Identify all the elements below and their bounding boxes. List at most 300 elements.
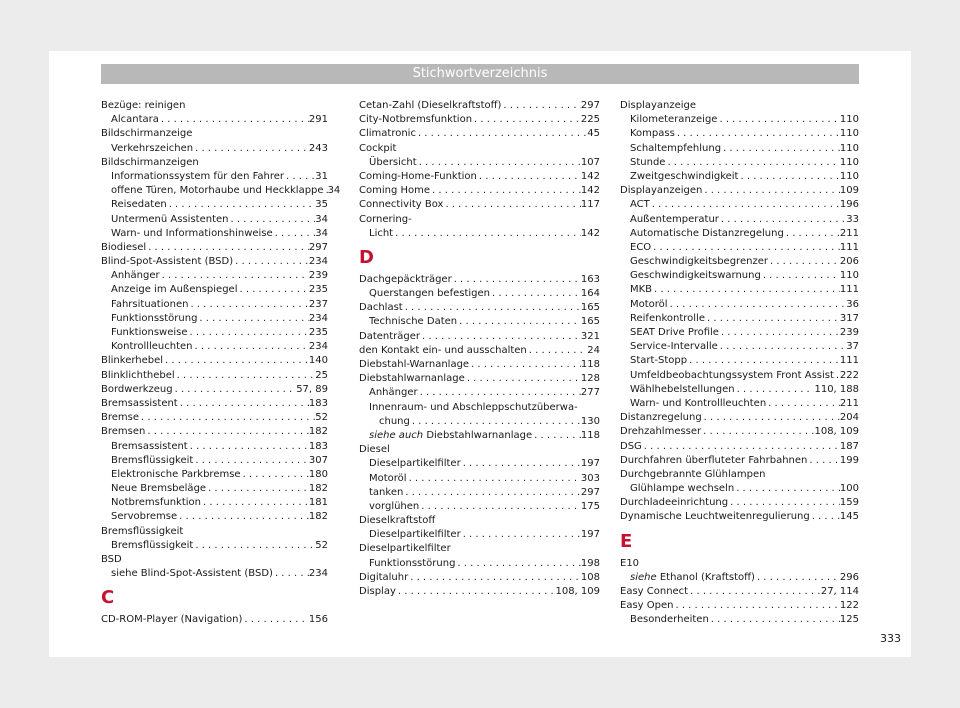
entry-term-text: Biodiesel [101,241,147,253]
entry-page: 182 [308,483,328,495]
index-entry [359,557,600,571]
entry-page: 117 [580,199,600,211]
entry-term-text: Diebstahlwarnanlage [359,373,465,385]
entry-page: 196 [839,199,859,211]
entry-term [101,383,173,397]
dot-leader [159,113,309,127]
entry-term [630,369,834,383]
entry-term [630,198,650,212]
entry-term-text: Durchgebrannte Glühlampen [620,468,766,480]
dot-leader [443,198,580,212]
entry-page: 140 [308,355,328,367]
entry-term [111,454,193,468]
entry-term-text: Durchladeeinrichtung [620,497,729,509]
entry-term-text: Easy Open [620,600,674,612]
index-entry [620,425,859,439]
index-entry [359,486,600,500]
dot-leader [233,255,309,269]
entry-term-text: E10 [620,557,640,569]
entry-term [359,543,451,554]
entry-page: 297 [580,100,600,111]
entry-term [630,241,651,255]
index-entry [359,358,600,372]
index-entry [620,298,859,312]
entry-page: 108, 109 [814,426,859,438]
index-entry [620,269,859,283]
dot-leader [206,482,309,496]
entry-term-text: Digitaluhr [359,571,409,583]
entry-term-text: Displayanzeigen [620,185,703,197]
dot-leader [193,142,309,156]
dot-leader [650,198,840,212]
dot-leader [665,156,839,170]
entry-term [359,127,416,141]
entry-term [359,99,501,113]
dot-leader [160,269,309,283]
dot-leader [201,496,309,510]
dot-leader [396,585,556,599]
entry-page: 234 [308,568,328,580]
entry-term-text: siehe Blind-Spot-Assistent (BSD) [111,568,273,580]
entry-term [111,283,237,297]
entry-page: 57, 89 [296,383,328,395]
entry-term [369,429,532,443]
entry-page: 198 [580,557,600,569]
entry-page: 36 [846,298,859,310]
entry-term-text: Querstangen befestigen [369,288,491,300]
index-entry [101,496,328,510]
entry-term-text: Dachlast [359,302,403,314]
index-entry [101,567,328,581]
entry-term-text: DSG [620,440,642,452]
index-entry [101,142,328,156]
dot-leader [766,397,840,411]
dot-leader [416,127,587,141]
index-entry [620,227,859,241]
entry-term-text: Neue Bremsbeläge [111,483,207,495]
entry-term [620,184,702,198]
entry-term-text: Dieselpartikelfilter [369,458,461,470]
index-entry [101,553,328,567]
index-entry [359,514,600,528]
entry-term-text: Bremse [101,412,140,424]
entry-term [630,213,719,227]
index-entry [359,386,600,400]
entry-term [111,510,177,524]
entry-term-text: Bremsflüssigkeit [101,525,184,537]
index-entry [359,198,600,212]
dot-leader [738,170,839,184]
entry-term [101,100,185,111]
index-entry [359,301,600,315]
entry-term-text: Displayanzeige [620,100,697,111]
entry-page: 175 [580,500,600,512]
entry-term [359,198,443,212]
entry-term [111,298,188,312]
dot-leader [673,599,839,613]
entry-term [630,571,755,585]
index-column-3 [620,99,859,628]
entry-term-text: Dachgepäckträger [359,273,452,285]
entry-term-text: Kontrollleuchten [111,341,193,353]
entry-term [620,411,702,425]
entry-term [359,330,420,344]
dot-leader [719,326,840,340]
entry-page: 204 [839,412,859,424]
entry-page: 225 [580,114,600,126]
entry-term-text: Bezüge: reinigen [101,100,186,111]
entry-page: 180 [308,468,328,480]
entry-term-text: Dieselpartikelfilter [369,529,461,541]
entry-page: 197 [580,458,600,470]
dot-leader [477,170,581,184]
entry-page: 35 [315,199,328,211]
entry-term [630,613,709,627]
dot-leader [167,198,316,212]
entry-page: 31 [315,170,328,182]
entry-term-text: Coming-Home-Funktion [359,170,477,182]
dot-leader [461,457,581,471]
index-entry [101,255,328,269]
entry-page: 234 [308,256,328,268]
entry-term [359,113,472,127]
dot-leader [651,241,840,255]
index-entry [620,184,859,198]
entry-page: 164 [580,288,600,300]
index-entry [101,198,328,212]
index-entry [101,468,328,482]
entry-term [359,273,452,287]
entry-page: 182 [308,511,328,523]
entry-term-text: Anhänger [111,270,160,282]
entry-term [620,496,728,510]
index-entry [359,99,600,113]
dot-leader [403,486,581,500]
entry-page: 235 [308,284,328,296]
dot-leader [430,184,581,198]
entry-term-text: Blinklichthebel [101,369,175,381]
index-entry [359,528,600,542]
entry-page: 33 [846,213,859,225]
entry-term [369,528,461,542]
entry-page: 183 [308,440,328,452]
index-page [49,51,911,657]
entry-term-text: Anhänger [369,387,418,399]
index-entry [620,312,859,326]
dot-leader [193,454,309,468]
entry-page: 111 [839,284,859,296]
entry-page: 206 [839,256,859,268]
entry-term-text: Warn- und Kontrollleuchten [630,397,767,409]
entry-term-text: Distanzregelung [620,412,702,424]
entry-term-text: Dieselkraftstoff [359,515,436,527]
entry-term-text: Stunde [630,156,666,168]
entry-page: 297 [580,486,600,498]
entry-term-text: Start-Stopp [630,355,688,367]
entry-page: 237 [308,298,328,310]
entry-page: 111 [839,241,859,253]
entry-term-text: Kompass [630,128,675,140]
dot-leader [705,312,840,326]
dot-leader [469,358,581,372]
entry-page: 156 [308,614,328,626]
index-entry [620,383,859,397]
entry-term [379,415,410,429]
index-entry [101,425,328,439]
entry-term [101,354,163,368]
entry-term-text: Bremsflüssigkeit [111,454,194,466]
entry-page: 321 [580,330,600,342]
entry-term-text: Warn- und Informationshinweise [111,227,273,239]
entry-term [369,472,407,486]
entry-term [359,571,408,585]
index-entry [359,585,600,599]
dot-leader [702,411,840,425]
entry-page: 25 [315,369,328,381]
entry-term [630,397,766,411]
entry-page: 52 [315,539,328,551]
index-entry [620,571,859,585]
entry-term [111,198,167,212]
entry-term [630,156,665,170]
entry-term [111,312,197,326]
entry-page: 211 [839,397,859,409]
dot-leader [734,482,840,496]
index-entry [620,283,859,297]
entry-term [101,613,242,627]
entry-term [369,287,490,301]
dot-leader [193,539,315,553]
index-entry [359,273,600,287]
entry-term [359,515,435,526]
index-entry [620,397,859,411]
entry-term-text: Informationssystem für den Fahrer [111,170,285,182]
entry-term-text: CD-ROM-Player (Navigation) [101,614,243,626]
dot-leader [527,344,587,358]
entry-page: 187 [839,440,859,452]
section-letter: C [101,587,115,609]
entry-term-text: Easy Connect [620,586,689,597]
entry-page: 107 [580,156,600,168]
index-entry [359,127,600,141]
entry-term-text: Übersicht [369,156,417,168]
entry-term-text: BSD [101,554,122,565]
index-entry [101,354,328,368]
entry-term-text: Anzeige im Außenspiegel [111,284,238,296]
page-number: 333 [880,632,901,645]
entry-term [630,298,668,312]
entry-term-text: City-Notbremsfunktion [359,114,473,126]
index-entry [101,510,328,524]
entry-term-text: Diebstahl-Warnanlage [359,359,470,370]
entry-term [369,500,419,514]
index-entry [101,440,328,454]
entry-term [630,227,784,241]
index-entry [359,113,600,127]
entry-page: 110 [839,128,859,140]
index-entry [359,184,600,198]
entry-page: 142 [580,185,600,197]
index-entry [101,283,328,297]
entry-term [359,585,396,599]
entry-term-text: Alcantara [111,114,159,126]
entry-term-text: Bremsassistent [101,397,178,409]
entry-term-text: ECO [630,241,652,253]
entry-term-text: Datenträger [359,330,421,342]
entry-term [620,425,701,439]
index-entry [101,184,341,198]
dot-leader [163,354,309,368]
dot-leader [145,425,309,439]
index-entry [620,213,859,227]
dot-leader [417,156,581,170]
entry-page: 110 [839,270,859,282]
entry-page: 34 [315,227,328,239]
dot-leader [709,613,840,627]
index-entry [620,557,859,571]
dot-leader [490,287,581,301]
entry-term [111,440,188,454]
entry-page: 142 [580,227,600,239]
entry-term [359,444,390,455]
dot-leader [472,113,581,127]
index-entry [620,411,859,425]
entry-term-text: Bremsen [101,426,146,438]
entry-term [111,170,284,184]
dot-leader [146,241,309,255]
dot-leader [501,99,580,113]
entry-term-text: Service-Intervalle [630,341,718,353]
dot-leader [652,283,840,297]
index-column-2 [359,99,600,599]
dot-leader [139,411,315,425]
index-entry [620,99,859,113]
entry-page: 52 [315,412,328,424]
entry-page: 234 [308,312,328,324]
dot-leader [393,227,581,241]
entry-term-text: Blind-Spot-Assistent (BSD) [101,256,234,268]
entry-term [630,383,735,397]
dot-leader [784,227,840,241]
index-entry [359,227,600,241]
entry-term [111,184,324,198]
entry-term [620,440,642,454]
entry-term [620,599,673,613]
dot-leader [735,383,815,397]
entry-term [111,468,241,482]
dot-leader [465,372,581,386]
entry-page: 291 [308,114,328,126]
entry-term-text: Bildschirmanzeigen [101,156,199,168]
dot-leader [420,330,581,344]
index-entry [359,213,600,227]
index-entry [620,255,859,269]
entry-page: 159 [839,497,859,509]
dot-leader [229,213,316,227]
entry-term-text: Schaltempfehlung [630,142,722,154]
entry-term-text: Ethanol (Kraftstoff) [659,571,755,583]
entry-term [111,567,273,581]
dot-leader [719,213,846,227]
entry-term [359,358,469,372]
dot-leader [721,142,840,156]
index-entry [620,326,859,340]
entry-term-text: SEAT Drive Profile [630,327,719,338]
index-entry [101,369,328,383]
entry-term [101,157,199,168]
entry-term [630,113,717,127]
entry-term [101,128,192,139]
entry-term-text: ACT [630,199,650,211]
index-entry [101,340,328,354]
index-entry [101,156,328,170]
dot-leader [702,184,840,198]
entry-term-text: Motoröl [369,472,407,484]
index-entry [101,241,328,255]
entry-page: 34 [315,213,328,225]
entry-page: 122 [839,600,859,612]
dot-leader [188,440,309,454]
entry-term-text: Kilometeranzeige [630,114,718,126]
entry-term [101,241,146,255]
entry-term [111,539,193,553]
entry-page: 199 [839,454,859,466]
entry-term-text: Connectivity Box [359,199,444,211]
dot-leader [668,298,847,312]
entry-page: 303 [580,472,600,484]
entry-page: 110 [839,142,859,154]
entry-page: 211 [839,227,859,239]
entry-term [630,170,738,184]
index-entry [359,429,600,443]
entry-term [630,255,768,269]
index-entry [101,99,328,113]
entry-term-text: Untermenü Assistenten [111,213,229,225]
index-entry [359,401,600,415]
entry-term-text: Zweitgeschwindigkeit [630,170,739,182]
entry-term-text: Climatronic [359,128,416,140]
entry-term [620,454,807,468]
entry-term [111,496,201,510]
entry-term-text: chung [379,415,410,427]
entry-page: 130 [580,415,600,427]
index-entry [620,170,859,184]
dot-leader [284,170,315,184]
entry-page: 165 [580,316,600,328]
entry-term [369,156,417,170]
entry-term [369,557,455,571]
index-entry [620,127,859,141]
entry-page: 142 [580,170,600,182]
entry-term-text: Reifenkontrolle [630,312,705,324]
entry-page: 317 [839,312,859,324]
entry-term-text: Coming Home [359,185,431,197]
entry-term [630,312,705,326]
index-entry [359,315,600,329]
entry-page: 239 [308,270,328,282]
entry-term [111,113,159,127]
dot-leader [687,354,840,368]
entry-term [620,558,639,569]
entry-term [111,142,193,156]
dot-leader [807,454,840,468]
entry-term [630,340,718,354]
entry-page: 110 [839,114,859,126]
entry-term [111,269,160,283]
entry-term [369,315,457,329]
entry-term-text: Besonderheiten [630,614,709,626]
index-entry [359,542,600,556]
